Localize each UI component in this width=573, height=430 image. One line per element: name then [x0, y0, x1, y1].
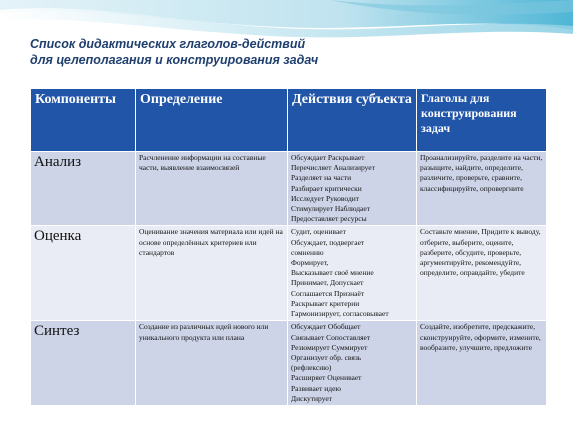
row-definition: Создание из различных идей нового или уникального продукта или плана: [136, 321, 288, 406]
verbs-table: [30, 88, 547, 406]
row-component: Синтез: [31, 321, 136, 406]
row-actions: [288, 226, 417, 321]
action-line: Связывает Сопоставляет: [291, 332, 371, 342]
action-line: Формирует,: [291, 258, 329, 268]
action-line: Принимает, Допускает: [291, 278, 364, 288]
action-line: Разделяет на части: [291, 173, 352, 183]
table-header-row: [31, 89, 547, 152]
header-definition: Определение: [136, 89, 288, 152]
action-line: Дискутирует: [291, 393, 332, 403]
action-line: Перечисляет Анализирует: [291, 163, 375, 173]
action-line: Гармонизирует, согласовывает: [291, 309, 389, 319]
action-line: Предоставляет ресурсы: [291, 214, 367, 224]
action-line: Обсуждает Обобщает: [291, 322, 361, 332]
row-component: Анализ: [31, 152, 136, 226]
row-actions: [288, 152, 417, 226]
action-line: Развивает идею: [291, 383, 342, 393]
action-line: сомнению: [291, 247, 324, 257]
action-line: Организует обр. связь: [291, 353, 362, 363]
title-line-1: Список дидактических глаголов-действий: [30, 37, 306, 51]
table-row: [31, 226, 547, 321]
row-component: Оценка: [31, 226, 136, 321]
action-line: Судит, оценивает: [291, 227, 346, 237]
header-actions: Действия субъекта: [288, 89, 417, 152]
header-verbs: Глаголы для конструирования задач: [417, 89, 547, 152]
action-line: Расширяет Оценивает: [291, 373, 362, 383]
row-definition: Оценивание значения материала или идей на основе определённых критериев или стандартов: [136, 226, 288, 321]
action-line: Соглашается Признаёт: [291, 288, 365, 298]
row-verbs: Составьте мнение, Придите к выводу, отберите, выберите, оцените, разберите, обсудите, проверьте, аргументируйте, рекомендуйте, определите, оправдайте, убедите: [417, 226, 547, 321]
header-components: Компоненты: [31, 89, 136, 152]
table-row: [31, 152, 547, 226]
action-line: Высказывает своё мнение: [291, 268, 374, 278]
slide-title: [30, 36, 550, 68]
row-actions: [288, 321, 417, 406]
title-line-2: для целеполагания и конструирования задач: [30, 53, 319, 67]
row-verbs: Создайте, изобретите, предскажите, сконструируйте, оформите, измените, вообразите, улучшите, предложите: [417, 321, 547, 406]
row-verbs: Проанализируйте, разделите на части, разыщите, найдите, определите, различите, проверьте, сравните, классифицируйте, опровергните: [417, 152, 547, 226]
action-line: Разбирает критически: [291, 183, 362, 193]
table-row: [31, 321, 547, 406]
action-line: Обсуждает, подвергает: [291, 237, 365, 247]
action-line: Исследует Руководит: [291, 193, 360, 203]
row-definition: Расчленение информации на составные части, выявление взаимосвязей: [136, 152, 288, 226]
action-line: Стимулирует Наблюдает: [291, 204, 370, 214]
action-line: Раскрывает критерии: [291, 298, 360, 308]
action-line: Резюмирует Суммирует: [291, 342, 368, 352]
action-line: (рефлексию): [291, 363, 332, 373]
action-line: Обсуждает Раскрывает: [291, 153, 365, 162]
